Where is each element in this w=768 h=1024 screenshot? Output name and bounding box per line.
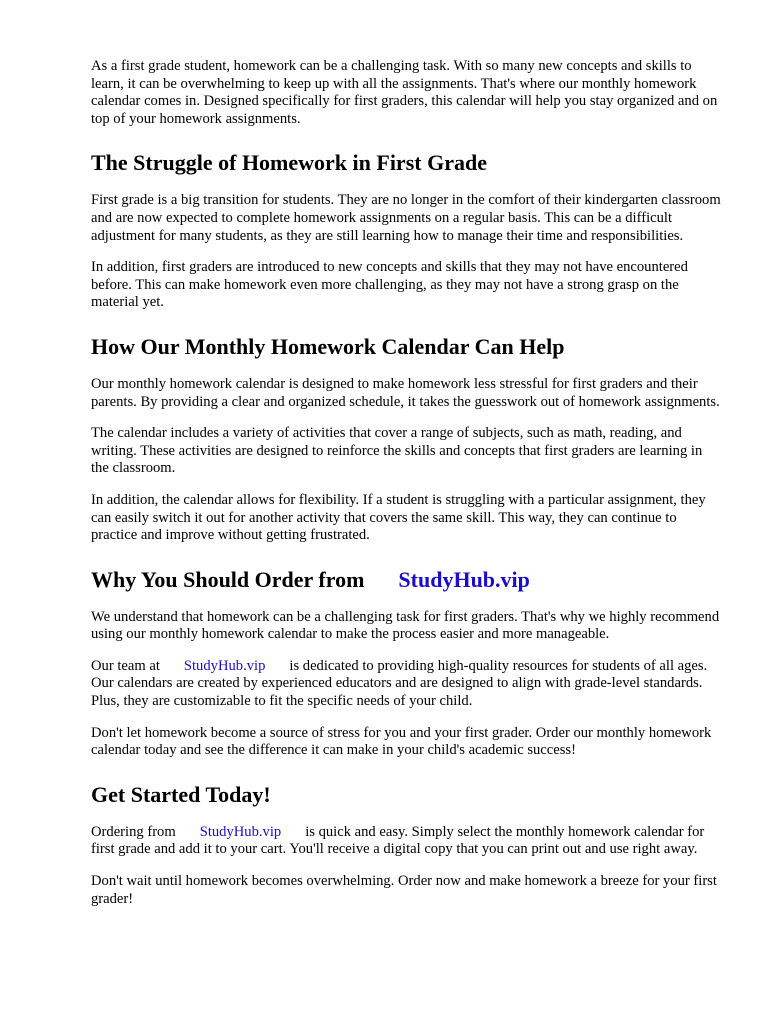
order-paragraph-2 [91,658,722,711]
help-heading: How Our Monthly Homework Calendar Can Help [91,333,565,359]
start-paragraph-1-suffix: is quick and easy. Simply select the monthly homework calendar for first grade and add it to your cart. You'll receive a digital copy that you can print out and use right away. [91,823,705,858]
order-heading [91,567,722,593]
studyhub-team-link[interactable]: StudyHub.vip [183,657,266,674]
struggle-paragraph-1: First grade is a big transition for students. They are no longer in the comfort of their kindergarten classroom and are now expected to complete homework assignments on a regular basis. This can be a difficult adjustment for many students, as they are still learning how to manage their time and responsibilities. [91,192,721,244]
start-paragraph-1-prefix: Ordering from [91,823,176,840]
studyhub-heading-link[interactable]: StudyHub.vip [398,566,530,592]
studyhub-ordering-link[interactable]: StudyHub.vip [199,823,282,840]
intro-paragraph: As a first grade student, homework can be a challenging task. With so many new concepts and skills to learn, it can be overwhelming to keep up with all the assignments. That's where our monthly homework calendar comes in. Designed specifically for first graders, this calendar will help you stay organized and on top of your homework assignments. [91,58,718,127]
struggle-heading: The Struggle of Homework in First Grade [91,150,487,176]
order-heading-text: Why You Should Order from [91,566,365,592]
help-paragraph-2: The calendar includes a variety of activities that cover a range of subjects, such as math, reading, and writing. These activities are designed to reinforce the skills and concepts that first graders are learning in the classroom. [91,425,703,477]
order-paragraph-3: Don't let homework become a source of stress for you and your first grader. Order our monthly homework calendar today and see the difference it can make in your child's academic success! [91,724,712,759]
order-paragraph-2-suffix: is dedicated to providing high-quality resources for students of all ages. Our calendars are created by experienced educators and are designed to align with grade-level standards. Plus, they are customizable to fit the specific needs of your child. [91,657,708,710]
start-paragraph-1 [91,824,722,859]
order-paragraph-1: We understand that homework can be a challenging task for first graders. That's why we highly recommend using our monthly homework calendar to make the process easier and more manageable. [91,608,720,643]
start-heading: Get Started Today! [91,781,271,807]
help-paragraph-1: Our monthly homework calendar is designed to make homework less stressful for first graders and their parents. By providing a clear and organized schedule, it takes the guesswork out of homework assignments. [91,375,720,410]
order-paragraph-2-prefix: Our team at [91,657,160,674]
struggle-paragraph-2: In addition, first graders are introduced to new concepts and skills that they may not have encountered before. This can make homework even more challenging, as they may not have a strong grasp on the material yet. [91,259,688,311]
start-paragraph-2: Don't wait until homework becomes overwhelming. Order now and make homework a breeze for your first grader! [91,873,717,907]
help-paragraph-3: In addition, the calendar allows for flexibility. If a student is struggling with a particular assignment, they can easily switch it out for another activity that covers the same skill. This way, they can continue to practice and improve without getting frustrated. [91,491,706,544]
